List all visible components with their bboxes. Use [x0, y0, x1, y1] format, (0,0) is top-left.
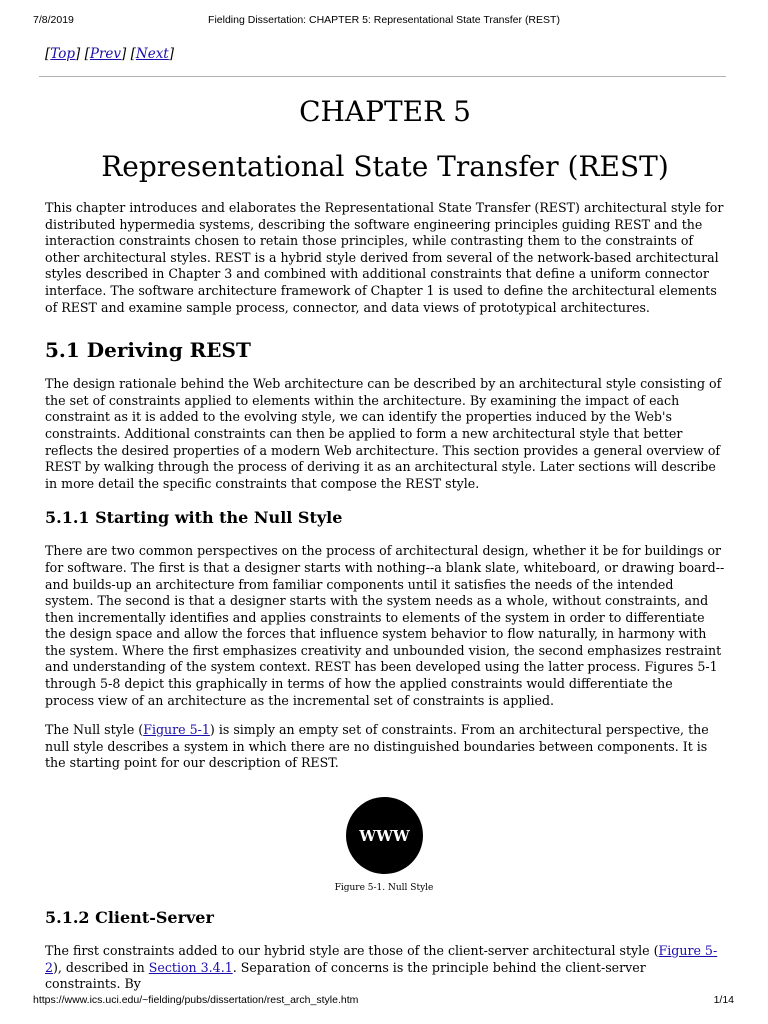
print-header — [0, 14, 768, 30]
chapter-title: Representational State Transfer (REST) — [101, 150, 669, 183]
section-5-1-2 — [45, 908, 725, 993]
nav-links: [Top] [Prev] [Next] — [45, 46, 175, 62]
section-heading-5-1-2: 5.1.2 Client-Server — [45, 908, 214, 927]
print-date: 7/8/2019 — [33, 14, 74, 26]
chapter-label: CHAPTER 5 — [299, 95, 471, 128]
nav-top-link[interactable]: Top — [50, 46, 76, 62]
figure-5-2-link[interactable]: Figure 5-2 — [45, 943, 718, 975]
section-5-1-paragraph: The design rationale behind the Web architecture can be described by an architectural style consisting of the set of constraints applied to elements within the architecture. By examining the impact of each constraint as it is added to the evolving style, we can identify the properties induced by the Web's constraints. Additional constraints can then be applied to form a new architectural style that better reflects the desired properties of a modern Web architecture. This section provides a general overview of REST by walking through the process of deriving it as an architectural style. Later sections will describe in more detail the specific constraints that compose the REST style. — [45, 376, 722, 491]
section-heading-5-1: 5.1 Deriving REST — [45, 338, 251, 363]
print-page-number: 1/14 — [713, 994, 734, 1006]
www-circle-diagram: WWW — [346, 797, 423, 874]
divider — [39, 76, 726, 77]
figure-5-1-link[interactable]: Figure 5-1 — [143, 722, 210, 738]
client-server-paragraph: The first constraints added to our hybrid style are those of the client-server architectural style (Figure 5-2), described in Section 3.4.1. Separation of concerns is the principle behind the client-server constraints. By — [45, 943, 718, 992]
section-3-4-1-link[interactable]: Section 3.4.1 — [148, 959, 233, 975]
section-heading-5-1-1: 5.1.1 Starting with the Null Style — [45, 508, 343, 528]
print-footer — [0, 994, 768, 1010]
print-title: Fielding Dissertation: CHAPTER 5: Representational State Transfer (REST) — [208, 14, 560, 26]
figure-caption: Figure 5-1. Null Style — [334, 883, 434, 893]
nav-prev-link[interactable]: Prev — [89, 46, 122, 62]
section-5-1-1-paragraph: There are two common perspectives on the process of architectural design, whether it be for buildings or for software. The first is that a designer starts with nothing--a blank slate, whiteboard, or drawing board--and builds-up an architecture from familiar components until it satisfies the needs of the intended system. The second is that a designer starts with the system needs as a whole, without constraints, and then incrementally identifies and applies constraints to elements of the system in order to differentiate the design space and allow the forces that influence system behavior to flow naturally, in harmony with the system. Where the first emphasizes creativity and unbounded vision, the second emphasizes restraint and understanding of the system context. REST has been developed using the latter process. Figures 5-1 through 5-8 depict this graphically in terms of how the applied constraints would differentiate the process view of an architecture as the incremental set of constraints is applied. — [45, 543, 725, 708]
document-body — [45, 46, 725, 772]
print-url: https://www.ics.uci.edu/~fielding/pubs/dissertation/rest_arch_style.htm — [33, 994, 359, 1006]
figure-5-1 — [0, 797, 768, 897]
intro-paragraph: This chapter introduces and elaborates the Representational State Transfer (REST) architectural style for distributed hypermedia systems, describing the software engineering principles guiding REST and the interaction constraints chosen to retain those principles, while contrasting them to the constraints of other architectural styles. REST is a hybrid style derived from several of the network-based architectural styles described in Chapter 3 and combined with additional constraints that define a uniform connector interface. The software architecture framework of Chapter 1 is used to define the architectural elements of REST and examine sample process, connector, and data views of prototypical architectures. — [45, 200, 724, 315]
null-style-paragraph: The Null style (Figure 5-1) is simply an empty set of constraints. From an architectural perspective, the null style describes a system in which there are no distinguished boundaries between components. It is the starting point for our description of REST. — [45, 722, 709, 771]
nav-next-link[interactable]: Next — [135, 46, 169, 62]
